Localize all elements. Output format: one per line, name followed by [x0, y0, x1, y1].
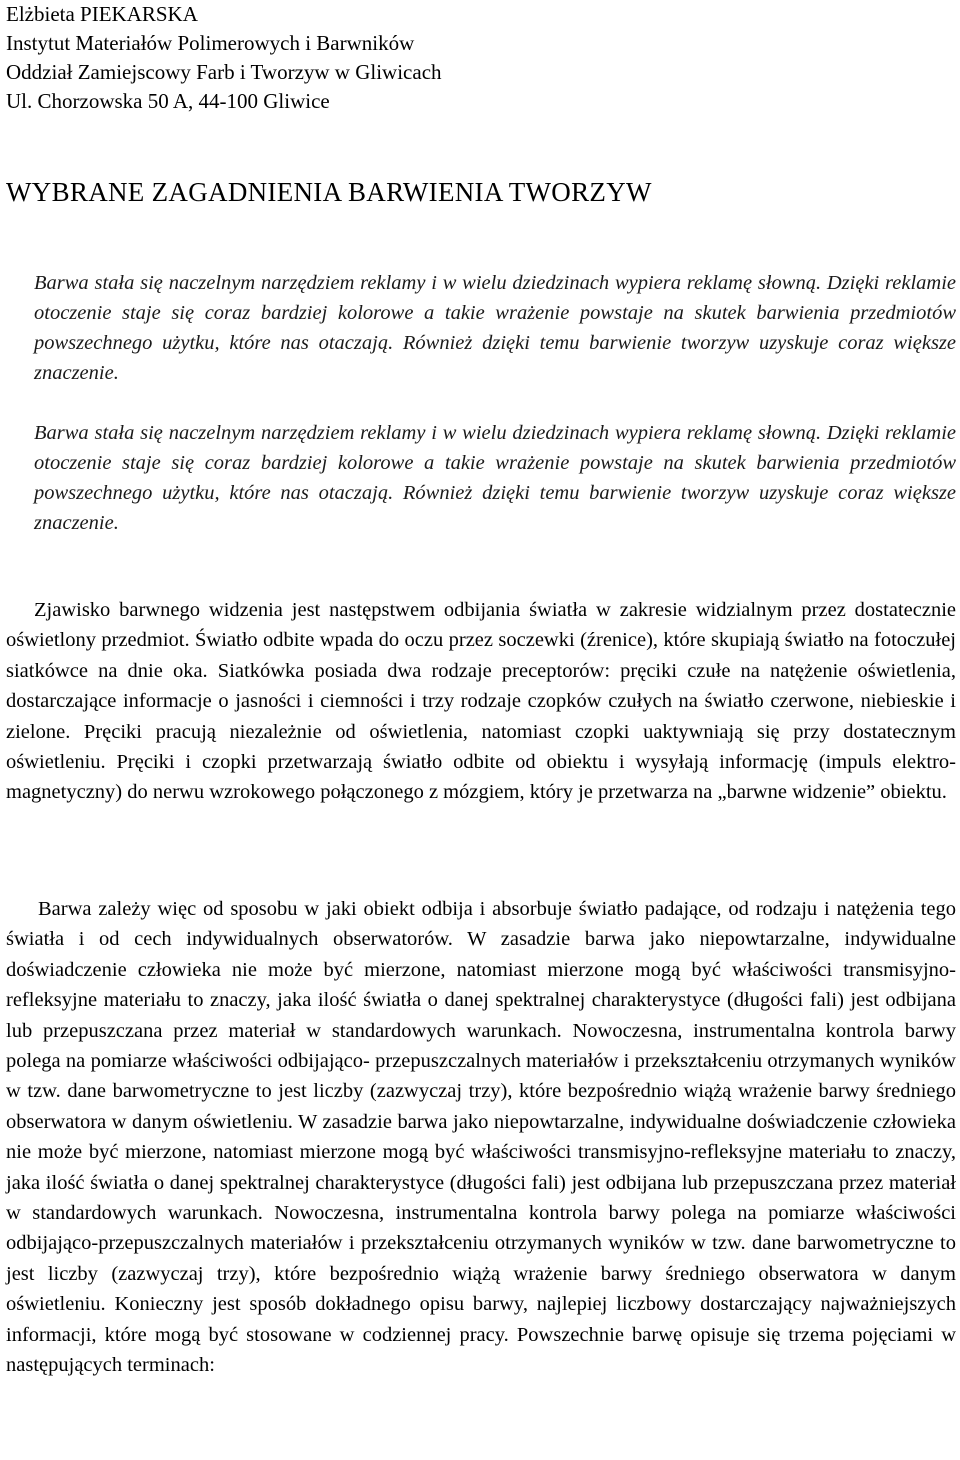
institute-name: Instytut Materiałów Polimerowych i Barwników	[6, 31, 415, 55]
body-paragraph-vision: Zjawisko barwnego widzenia jest następstwem odbijania światła w zakresie widzialnym przez dostatecznie oświetlony przedmiot. Światło odbite wpada do oczu przez soczewki (źrenice), które skupiają światło na fotoczułej siatkówce na dnie oka. Siatkówka posiada dwa rodzaje preceptorów: pręciki czułe na natężenie oświetlenia, dostarczające informacje o jasności i ciemności i trzy rodzaje czopków czułych na światło czerwone, niebieskie i zielone. Pręciki pracują niezależnie od oświetlenia, natomiast czopki uaktywniają się przy dostatecznym oświetleniu. Pręciki i czopki przetwarzają światło odbite od obiektu i wysyłają informację (impuls elektro-magnetyczny) do nerwu wzrokowego połączonego z mózgiem, który je przetwarza na „barwne widzenie” obiektu.	[6, 599, 956, 804]
author-header	[6, 0, 442, 116]
abstract-paragraph-repeat: Barwa stała się naczelnym narzędziem reklamy i w wielu dziedzinach wypiera reklamę słowną. Dzięki reklamie otoczenie staje się coraz bardziej kolorowe a takie wrażenie powstaje na skutek barwienia przedmiotów powszechnego użytku, które nas otaczają. Również dzięki temu barwienie tworzyw uzyskuje coraz większe znaczenie.	[34, 422, 956, 534]
author-name: Elżbieta PIEKARSKA	[6, 2, 198, 26]
address: Ul. Chorzowska 50 A, 44-100 Gliwice	[6, 89, 330, 113]
abstract-paragraph: Barwa stała się naczelnym narzędziem reklamy i w wielu dziedzinach wypiera reklamę słowną. Dzięki reklamie otoczenie staje się coraz bardziej kolorowe a takie wrażenie powstaje na skutek barwienia przedmiotów powszechnego użytku, które nas otaczają. Również dzięki temu barwienie tworzyw uzyskuje coraz większe znaczenie.	[34, 272, 956, 384]
body-paragraph-color-measurement: Barwa zależy więc od sposobu w jaki obiekt odbija i absorbuje światło padające, od rodzaju i natężenia tego światła i od cech indywidualnych obserwatorów. W zasadzie barwa jako niepowtarzalne, indywidualne doświadczenie człowieka nie może być mierzone, natomiast mierzone mogą być właściwości transmisyjno-refleksyjne materiału to znaczy, jaka ilość światła o danej spektralnej charakterystyce (długości fali) jest odbijana lub przepuszczana przez materiał w standardowych warunkach. Nowoczesna, instrumentalna kontrola barwy polega na pomiarze właściwości odbijająco- przepuszczalnych materiałów i przekształceniu otrzymanych wyników w tzw. dane barwometryczne to jest liczby (zazwyczaj trzy), które bezpośrednio wiążą wrażenie barwy średniego obserwatora w danym oświetleniu. W zasadzie barwa jako niepowtarzalne, indywidualne doświadczenie człowieka nie może być mierzone, natomiast mierzone mogą być właściwości transmisyjno-refleksyjne materiału to znaczy, jaka ilość światła o danej spektralnej charakterystyce (długości fali) jest odbijana lub przepuszczana przez materiał w standardowych warunkach. Nowoczesna, instrumentalna kontrola barwy polega na pomiarze właściwości odbijająco-przepuszczalnych materiałów i przekształceniu otrzymanych wyników w tzw. dane barwometryczne to jest liczby (zazwyczaj trzy), które bezpośrednio wiążą wrażenie barwy średniego obserwatora w danym oświetleniu. Konieczny jest sposób dokładnego opisu barwy, najlepiej liczbowy dostarczający najważniejszych informacji, które mogą być stosowane w codziennej pracy. Powszechnie barwę opisuje się trzema pojęciami w następujących terminach:	[6, 898, 956, 1377]
document-title: WYBRANE ZAGADNIENIA BARWIENIA TWORZYW	[6, 177, 652, 207]
branch-name: Oddział Zamiejscowy Farb i Tworzyw w Gliwicach	[6, 60, 442, 84]
